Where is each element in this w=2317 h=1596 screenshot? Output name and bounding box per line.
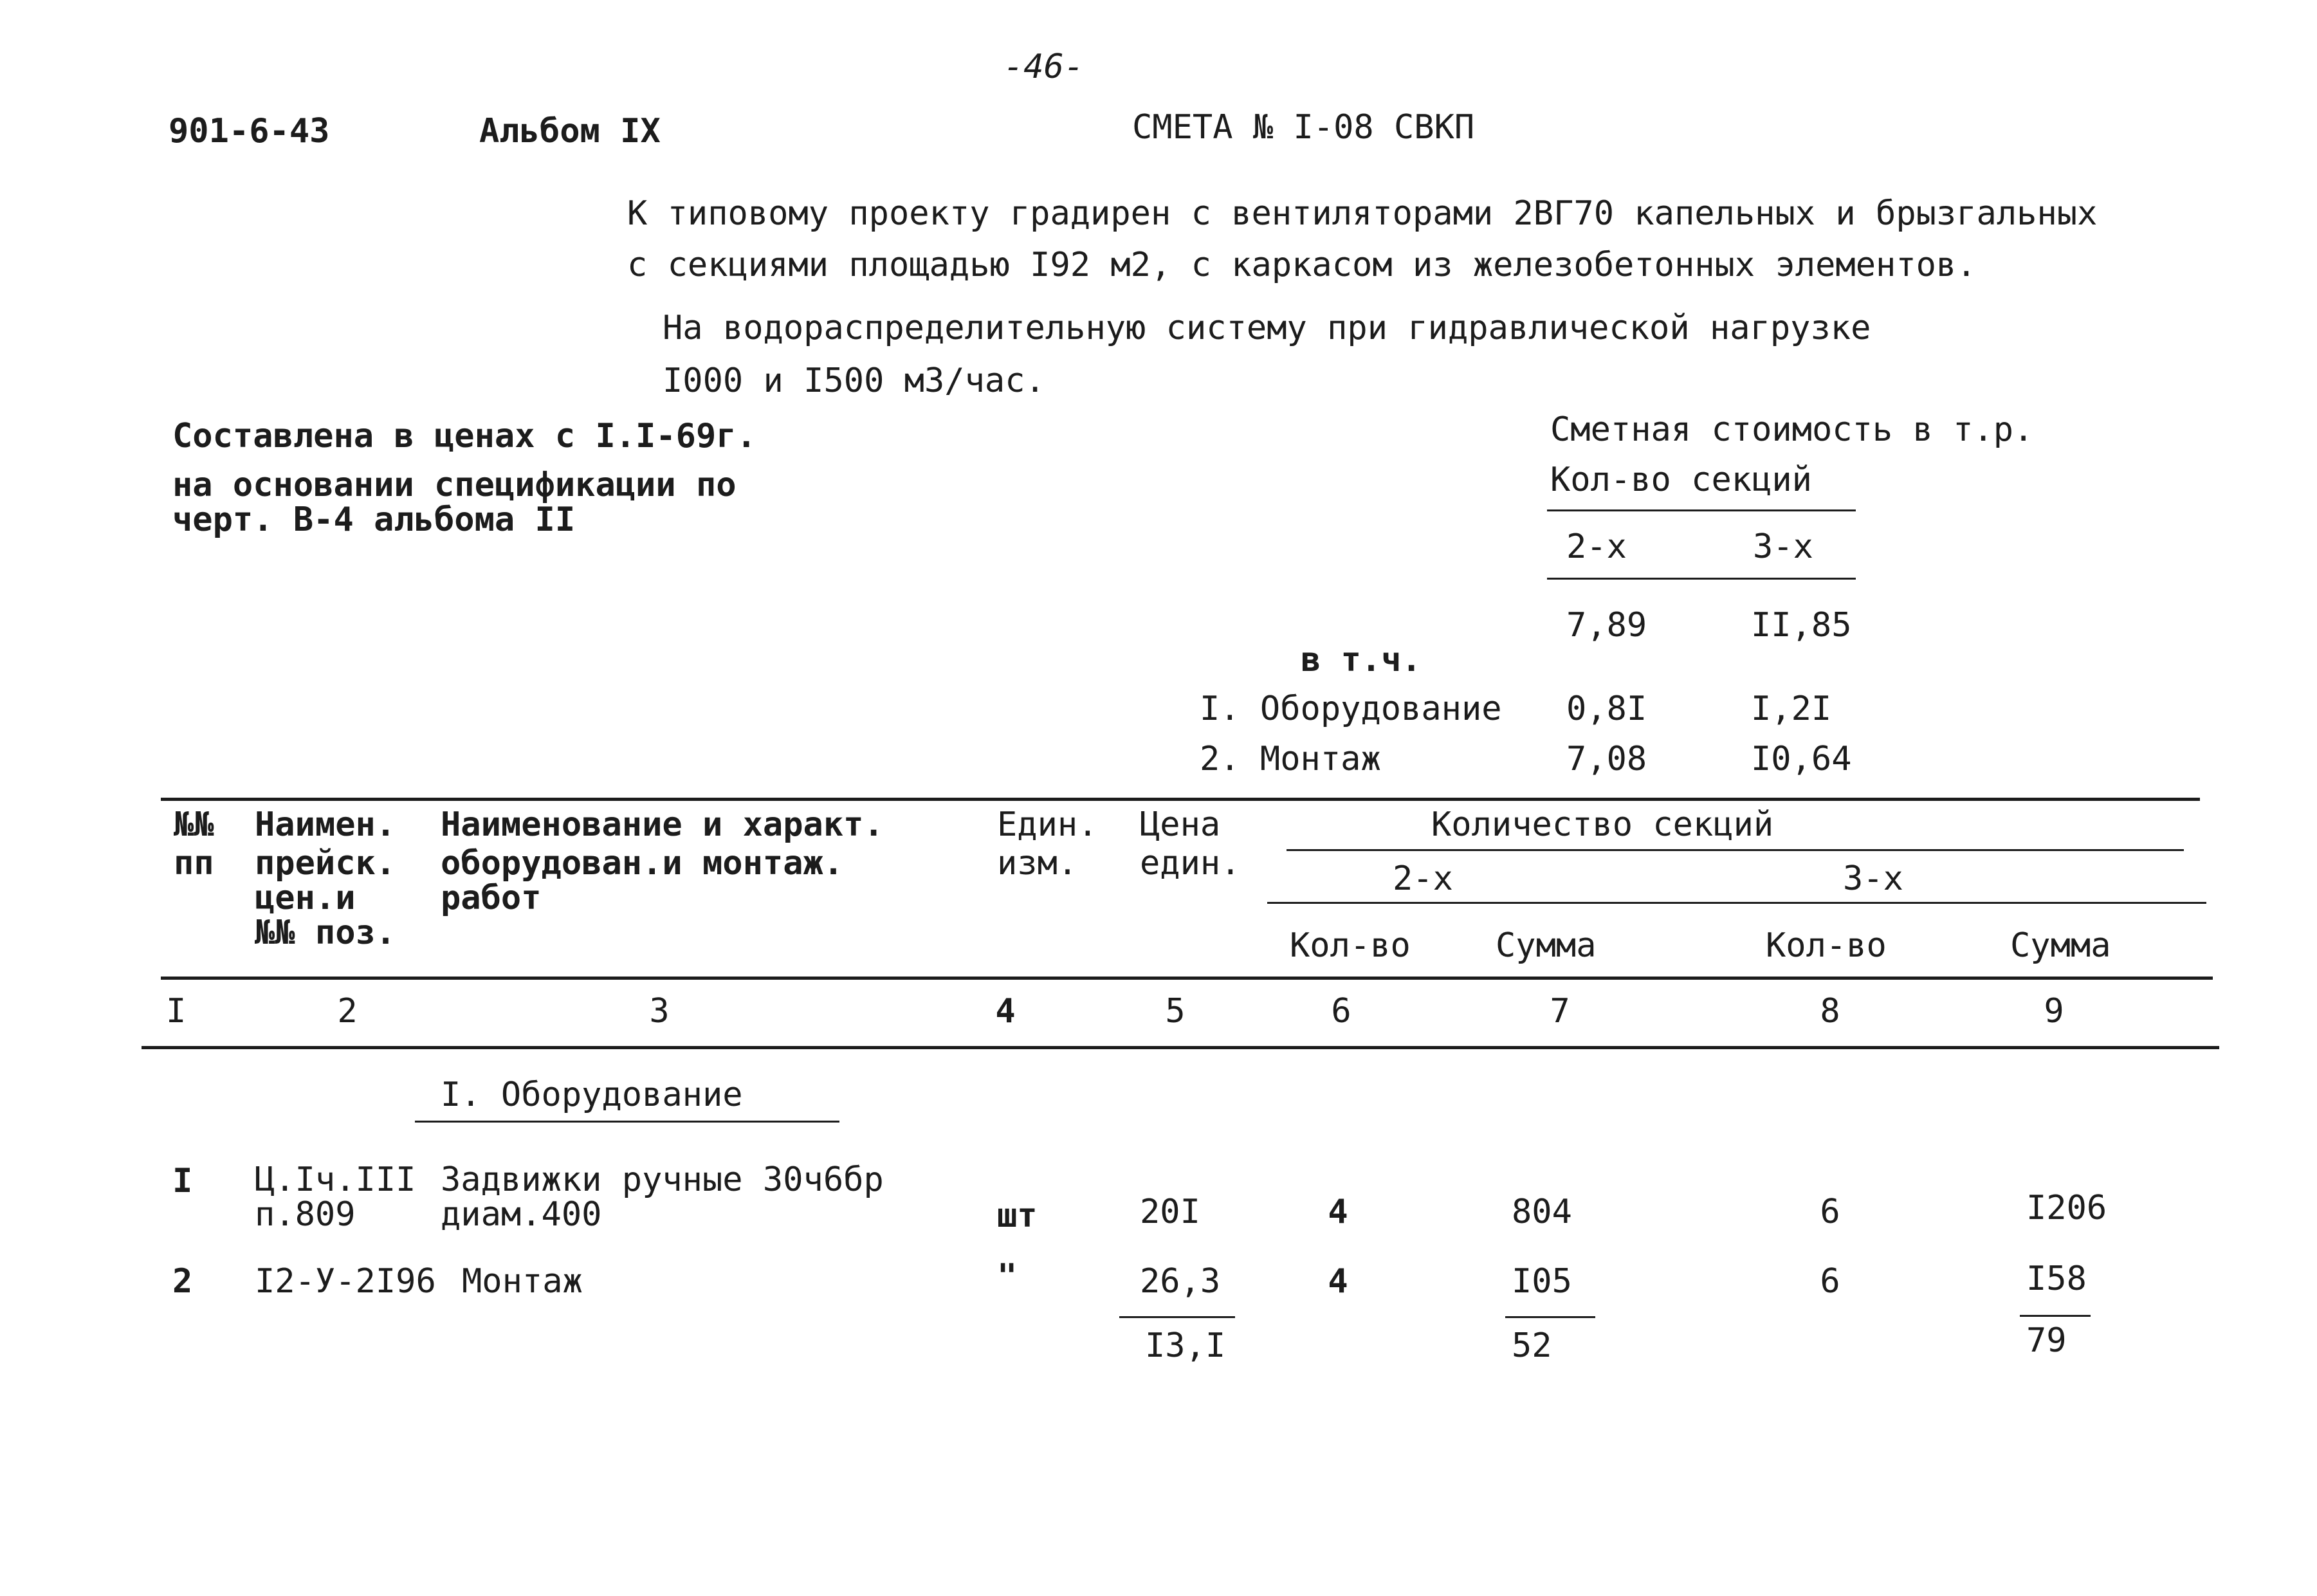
estimate-title: СМЕТА № I-08 СВКП xyxy=(1132,108,1475,147)
header-ref-line-2: прейск. xyxy=(255,844,396,883)
header-ref-line-4: №№ поз. xyxy=(255,913,396,952)
column-number-5: 5 xyxy=(1165,992,1186,1031)
header-sum-3x: Сумма xyxy=(2010,926,2111,965)
header-price-line-2: един. xyxy=(1140,844,1241,883)
row-1-name-line-1: Задвижки ручные 30ч6бр xyxy=(441,1160,884,1199)
total-sum-3x: 79 xyxy=(2026,1321,2067,1360)
total-sum-2x: 52 xyxy=(1512,1326,1552,1365)
column-numbers-rule xyxy=(142,1046,2219,1049)
group-header-rule xyxy=(1287,849,2184,851)
cost-item-1-2x: 0,8I xyxy=(1566,690,1647,728)
cost-item-2-label: 2. Монтаж xyxy=(1200,740,1381,778)
row-2-number: 2 xyxy=(172,1262,193,1301)
row-2-qty-3x: 6 xyxy=(1820,1262,1840,1301)
sum-2x-total-rule xyxy=(1505,1316,1595,1318)
row-2-price: 26,3 xyxy=(1140,1262,1221,1301)
row-2-ref: I2-У-2I96 xyxy=(255,1262,436,1301)
row-2-name: Монтаж xyxy=(462,1262,583,1301)
intro-line-2: с секциями площадью I92 м2, с каркасом из железобетонных элементов. xyxy=(627,246,1977,284)
section-title: I. Оборудование xyxy=(441,1076,743,1114)
document-code: 901-6-43 xyxy=(169,112,330,151)
header-name-line-3: работ xyxy=(441,879,542,917)
header-ref-line-3: цен.и xyxy=(255,879,356,917)
intro-line-1: К типовому проекту градирен с вентиляторами 2ВГ70 капельных и брызгальных xyxy=(627,194,2098,233)
column-number-7: 7 xyxy=(1550,992,1570,1031)
row-1-ref-line-1: Ц.Iч.III xyxy=(255,1160,416,1199)
row-1-ref-line-2: п.809 xyxy=(255,1195,356,1234)
cost-col-3x: 3-х xyxy=(1753,527,1813,566)
header-3x: 3-х xyxy=(1843,859,1903,898)
cost-item-1-3x: I,2I xyxy=(1751,690,1832,728)
row-2-sum-3x: I58 xyxy=(2026,1260,2087,1298)
price-total-rule xyxy=(1119,1316,1235,1318)
cost-item-2-3x: I0,64 xyxy=(1751,740,1852,778)
sum-3x-total-rule xyxy=(2020,1315,2091,1317)
header-qty-3x: Кол-во xyxy=(1766,926,1887,965)
header-name-line-2: оборудован.и монтаж. xyxy=(441,844,844,883)
column-number-2: 2 xyxy=(337,992,358,1031)
intro-line-4: I000 и I500 м3/час. xyxy=(663,362,1045,400)
column-number-9: 9 xyxy=(2044,992,2064,1031)
header-unit-line-1: Един. xyxy=(997,805,1098,844)
column-number-4: 4 xyxy=(995,992,1016,1031)
header-ref-line-1: Наимен. xyxy=(255,805,396,844)
section-title-underline xyxy=(415,1121,839,1123)
header-bottom-rule xyxy=(161,977,2213,980)
column-number-6: 6 xyxy=(1331,992,1351,1031)
row-1-price: 20I xyxy=(1140,1193,1200,1231)
basis-line-1: Составлена в ценах с I.I-69г. xyxy=(172,417,756,455)
cost-including-label: в т.ч. xyxy=(1301,641,1422,679)
header-sections-group: Количество секций xyxy=(1431,805,1774,844)
intro-line-3: На водораспределительную систему при гидравлической нагрузке xyxy=(663,309,1871,347)
cost-summary-title: Сметная стоимость в т.р. xyxy=(1550,410,2034,449)
header-unit-line-2: изм. xyxy=(997,844,1078,883)
column-number-8: 8 xyxy=(1820,992,1840,1031)
row-1-sum-2x: 804 xyxy=(1512,1193,1572,1231)
header-no-line-1: №№ xyxy=(174,805,214,844)
column-number-1: I xyxy=(166,992,187,1031)
page-number: -46- xyxy=(1003,48,1085,86)
total-price: I3,I xyxy=(1145,1326,1226,1365)
row-1-number: I xyxy=(172,1162,193,1200)
row-2-unit: " xyxy=(997,1257,1018,1296)
table-top-rule xyxy=(161,798,2200,801)
cost-total-3x: II,85 xyxy=(1751,606,1852,645)
album-label: Альбом IX xyxy=(479,112,661,151)
row-1-unit: шт xyxy=(997,1197,1038,1235)
row-1-sum-3x: I206 xyxy=(2026,1189,2107,1227)
header-no-line-2: пп xyxy=(174,844,214,883)
cost-col-2x: 2-х xyxy=(1566,527,1627,566)
header-2x: 2-х xyxy=(1393,859,1453,898)
header-sum-2x: Сумма xyxy=(1496,926,1597,965)
header-name-line-1: Наименование и характ. xyxy=(441,805,884,844)
cost-summary-rule-top xyxy=(1547,509,1856,511)
cost-item-1-label: I. Оборудование xyxy=(1200,690,1502,728)
cost-summary-rule-bottom xyxy=(1547,578,1856,580)
cost-item-2-2x: 7,08 xyxy=(1566,740,1647,778)
subgroup-header-rule xyxy=(1267,902,2206,904)
basis-line-3: черт. В-4 альбома II xyxy=(172,500,576,539)
cost-summary-subtitle: Кол-во секций xyxy=(1550,461,1812,499)
header-price-line-1: Цена xyxy=(1140,805,1221,844)
basis-line-2: на основании спецификации по xyxy=(172,466,737,504)
row-2-sum-2x: I05 xyxy=(1512,1262,1572,1301)
row-2-qty-2x: 4 xyxy=(1328,1262,1348,1301)
header-qty-2x: Кол-во xyxy=(1290,926,1411,965)
column-number-3: 3 xyxy=(649,992,670,1031)
row-1-qty-3x: 6 xyxy=(1820,1193,1840,1231)
row-1-qty-2x: 4 xyxy=(1328,1193,1348,1231)
row-1-name-line-2: диам.400 xyxy=(441,1195,602,1234)
cost-total-2x: 7,89 xyxy=(1566,606,1647,645)
